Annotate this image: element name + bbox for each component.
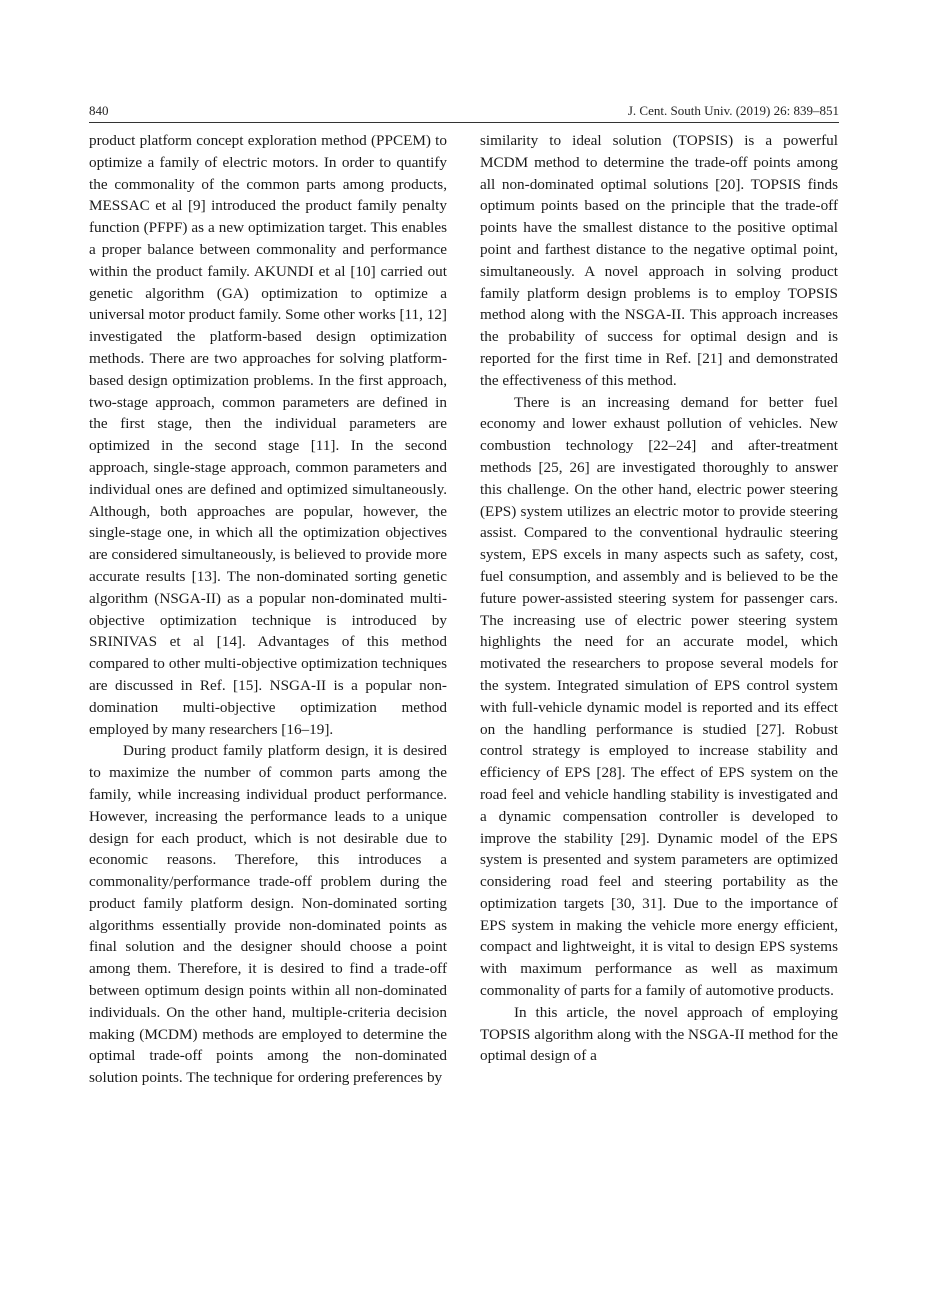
paragraph: During product family platform design, it is desired to maximize the number of common parts among the family, while increasing individual product performance. However, increasing the performance leads to a unique design for each product, which is not desirable due to economic reasons. Therefore, this introduces a commonality/performance trade-off problem during the product family platform design. Non-dominated sorting algorithms essentially provide non-dominated points as final solution and the designer should choose a point among them. Therefore, it is desired to find a trade-off between optimum design points within all non-dominated individuals. On the other hand, multiple-criteria decision making (MCDM) methods are employed to determine the optimal trade-off points among the non-dominated solution points. The technique for ordering preferences by bbox=[89, 742, 447, 1087]
paragraph: product platform concept exploration method (PPCEM) to optimize a family of electric motors. In order to quantify the commonality of the common parts among products, MESSAC et al [9] introduced the product family penalty function (PFPF) as a new optimization target. This enables a proper balance between commonality and performance within the product family. AKUNDI et al [10] carried out genetic algorithm (GA) optimization to optimize a universal motor product family. Some other works [11, 12] investigated the platform-based design optimization methods. There are two approaches for solving platform-based design optimization problems. In the first approach, two-stage approach, common parameters are defined in the first stage, then the individual parameters are optimized in the second stage [11]. In the second approach, single-stage approach, common parameters and individual ones are defined and optimized simultaneously. Although, both approaches are popular, however, the single-stage one, in which all the optimization objectives are considered simultaneously, is believed to provide more accurate results [13]. The non-dominated sorting genetic algorithm (NSGA-II) as a popular non-dominated multi-objective optimization technique is introduced by SRINIVAS et al [14]. Advantages of this method compared to other multi-objective optimization techniques are discussed in Ref. [15]. NSGA-II is a popular non-domination multi-objective optimization method employed by many researchers [16–19]. bbox=[89, 132, 447, 738]
page-number: 840 bbox=[89, 103, 109, 118]
paragraph: There is an increasing demand for better fuel economy and lower exhaust pollution of vehicles. New combustion technology [22–24] and after-treatment methods [25, 26] are investigated thoroughly to answer this challenge. On the other hand, electric power steering (EPS) system utilizes an electric motor to provide steering assist. Compared to the conventional hydraulic steering system, EPS excels in many aspects such as safety, cost, fuel consumption, and assembly and is believed to be the future power-assisted steering system for passenger cars. The increasing use of electric power steering system highlights the need for an accurate model, which motivated the researchers to propose several models for the system. Integrated simulation of EPS control system with full-vehicle dynamic model is reported and its effect on the handling performance is studied [27]. Robust control strategy is employed to increase stability and efficiency of EPS [28]. The effect of EPS system on the road feel and vehicle handling stability is investigated and a dynamic compensation controller is developed to improve the stability [29]. Dynamic model of the EPS system is presented and system parameters are optimized considering road feel and steering portability as the optimization targets [30, 31]. Due to the importance of EPS system in making the vehicle more energy efficient, compact and lightweight, it is vital to design EPS systems with maximum performance as well as maximum commonality of parts for a family of automotive products. bbox=[480, 393, 838, 1000]
right-column bbox=[480, 130, 838, 1067]
paragraph: In this article, the novel approach of employing TOPSIS algorithm along with the NSGA-II method for the optimal design of a bbox=[480, 1003, 838, 1065]
paragraph: similarity to ideal solution (TOPSIS) is a powerful MCDM method to determine the trade-off points among all non-dominated optimal solutions [20]. TOPSIS finds optimum points based on the principle that the trade-off points have the smallest distance to the positive optimal point and farthest distance to the negative optimal point, simultaneously. A novel approach in solving product family platform design problems is to employ TOPSIS method along with the NSGA-II. This approach increases the probability of success for optimal design and is reported for the first time in Ref. [21] and demonstrated the effectiveness of this method. bbox=[480, 132, 838, 389]
left-column bbox=[89, 130, 447, 1089]
journal-citation: J. Cent. South Univ. (2019) 26: 839–851 bbox=[627, 103, 839, 118]
running-header bbox=[89, 103, 839, 123]
